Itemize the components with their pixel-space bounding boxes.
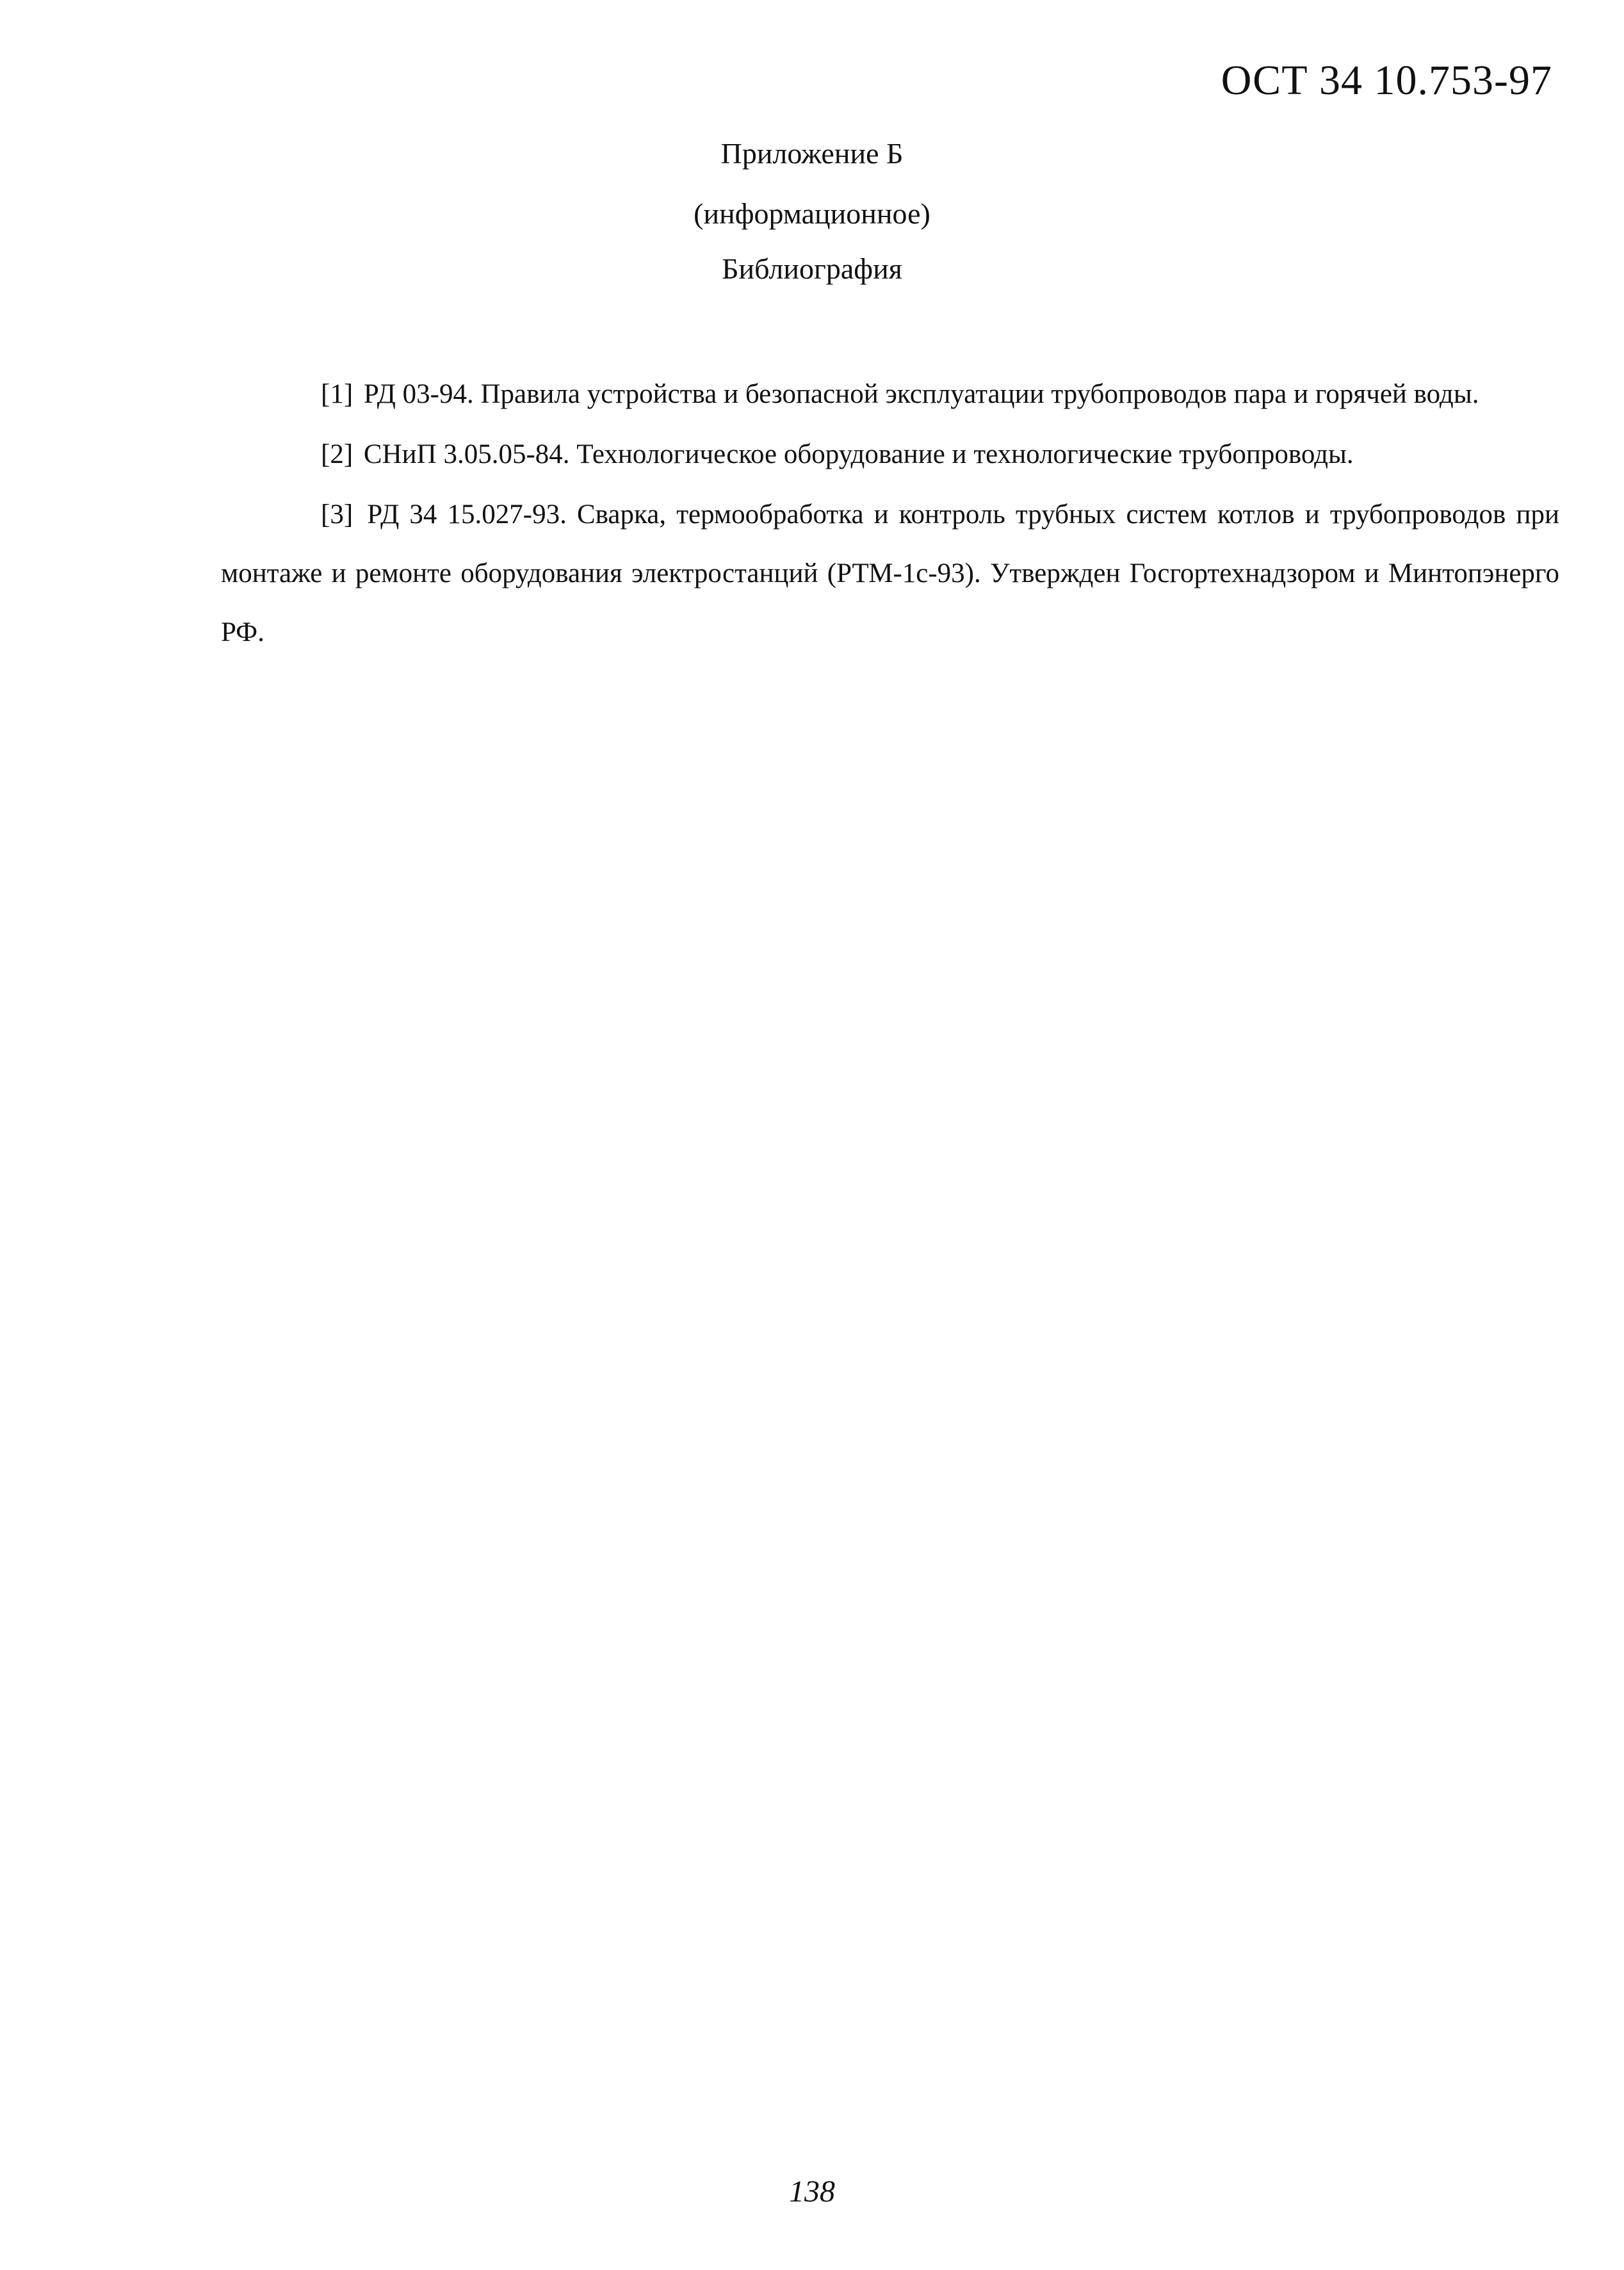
document-code: ОСТ 34 10.753-97	[1221, 57, 1552, 104]
bibliography-entry-text: РД 03-94. Правила устройства и безопасной эксплуатации трубопроводов пара и горячей воды.	[363, 379, 1479, 409]
bibliography-entry-number: [2]	[321, 439, 353, 469]
bibliography-entry	[221, 485, 1559, 662]
appendix-type: (информационное)	[694, 197, 930, 230]
bibliography-list	[221, 365, 1559, 663]
bibliography-entry	[221, 365, 1559, 424]
appendix-title: Приложение Б	[720, 137, 904, 170]
page-number: 138	[789, 2175, 835, 2209]
bibliography-entry	[221, 425, 1559, 484]
bibliography-entry-text: СНиП 3.05.05-84. Технологическое оборудование и технологические трубопроводы.	[363, 439, 1354, 469]
bibliography-entry-number: [1]	[321, 379, 353, 409]
bibliography-entry-number: [3]	[321, 499, 353, 530]
section-title: Библиография	[722, 252, 902, 285]
bibliography-entry-text: РД 34 15.027-93. Сварка, термообработка и контроль трубных систем котлов и трубопроводов при монтаже и ремонте оборудования электростанций (РТМ-1с-93). Утвержден Госгортехнадзором и Минтопэнерго РФ.	[221, 499, 1560, 647]
